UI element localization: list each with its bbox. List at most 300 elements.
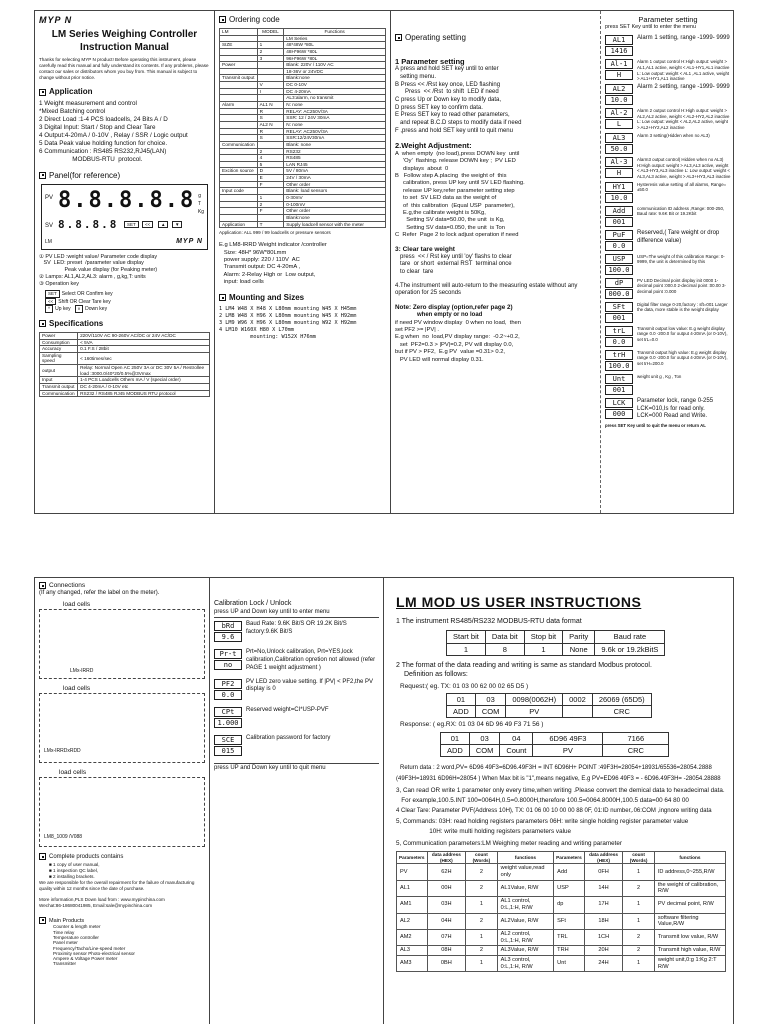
ordering-cell: Transmit output [220, 75, 258, 82]
ordering-cell: 1 [257, 42, 284, 49]
zero-note-sub: when empty or no load [417, 312, 483, 319]
ordering-cell: Excition source [220, 168, 258, 175]
table-cell: TRL [554, 929, 585, 945]
wiring-diagram-2: LMx-IRRDxRDD [39, 693, 205, 763]
ordering-cell: 2 [257, 148, 284, 155]
ordering-cell: 5V / 80mA [284, 168, 386, 175]
calibration-display [214, 735, 242, 757]
parameter-value: 10.0 [605, 193, 633, 203]
ordering-cell [220, 68, 258, 75]
parameter-display [605, 302, 633, 324]
table-cell: 00H [427, 880, 466, 896]
ordering-cell: AL3:alarm, no transmit [284, 95, 386, 102]
contents-list: ■ 1 copy of user manual, ■ 1 inspection QC label, ■ 2 installing brackets. [49, 861, 100, 879]
calibration-display [214, 679, 242, 701]
table-cell: 18H [584, 913, 623, 929]
return-data-1: Return data : 2 word,PV= 6D96 49F3=6D96.49F3H = INT 6D96H+ POINT :49F3H=28054+18931/65536=28054.2888 [400, 765, 712, 772]
down-key[interactable]: ▼ [172, 221, 182, 229]
pv-display: 8.8.8.8.8 [58, 187, 196, 213]
parameter-item [605, 302, 731, 324]
ordering-cell: N: none [284, 102, 386, 109]
parameter-code: Add [605, 206, 633, 216]
parameter-code: Al-1 [605, 59, 633, 69]
modbus-p6: 5, Communication parameters:LM Weighing meter reading and writing parameter [396, 840, 622, 848]
connections-subtitle: (If any changed, refer the label on the meter). [39, 590, 160, 597]
ordering-cell: AL1 N [257, 102, 284, 109]
ordering-cell: Communication [220, 141, 258, 148]
ordering-cell [220, 128, 258, 135]
specs-heading: Specifications [39, 319, 210, 329]
ordering-cell: 0-100mV [284, 201, 386, 208]
table-cell: 0FH [584, 864, 623, 880]
ordering-cell: R [257, 128, 284, 135]
parameter-description: communication ID address ,Range: 000-250, Baud rate: 9.6K Bit or 19.2Kbit [637, 205, 725, 217]
param-setting-title: 1 Parameter setting [395, 57, 465, 66]
parameter-code: LCK [605, 398, 633, 408]
ordering-cell [257, 214, 284, 221]
param-setting-steps: A press and hold SET key until to enter setting menu. B Press << /Rst key once, LED flashing Press << /Rst to shift LED if need C press Up or Down key to modify data, D press SET key to confirm data. E Press SET key to read other parameters, and repeat B.C.D steps to modify data if need F ,press and hold SET key until to quit menu [395, 66, 522, 134]
zero-note-text: if need PV window display 0 when no load, then set PF2 >= |PV| . E.g when no load,PV display range: -0.2~+0.2, set PF2=0.3 > |PV|=0.2, PV will display 0.0, but if PV > PF2, E.g PV value =0.31> 0.2, PV LED will normal display 0.31. [395, 319, 522, 363]
parameter-code: AL3 [605, 133, 633, 143]
parameter-code: SFt [605, 302, 633, 312]
zero-note-title: Note: Zero display (option,refer page 2) [395, 304, 513, 312]
bullet-icon [39, 320, 46, 327]
table-row [220, 55, 386, 62]
table-row [397, 929, 726, 945]
table-row: 01 03 0098(0062H) 0002 26069 (65D5) [447, 693, 652, 705]
wiring-diagram-1: LMx-IRRD [39, 609, 205, 679]
load-cells-label: load cells [63, 684, 91, 692]
manual-page-1 [34, 10, 734, 514]
table-row [220, 42, 386, 49]
table-cell: weight value,read only [497, 864, 554, 880]
table-row [220, 115, 386, 122]
table-cell: ID address,0~255,R/W [654, 864, 725, 880]
clear-tare-title: 3: Clear tare weight [395, 245, 455, 253]
connections-heading: Connections [39, 582, 205, 590]
parameter-code: HY1 [605, 182, 633, 192]
bullet-icon [39, 582, 46, 589]
table-row [220, 88, 386, 95]
table-row [220, 128, 386, 135]
table-cell: AM2 [397, 929, 428, 945]
table-row: Power 220V/110V AC 90-260V AC/DC or 24V AC/DC [40, 332, 210, 339]
parameter-display [605, 278, 633, 300]
calibration-description: Reserved weight=CI*USP-PVF [246, 706, 329, 713]
table-cell: Unt [554, 956, 585, 972]
ordering-cell: 4 [257, 155, 284, 162]
ordering-cell: S [257, 135, 284, 142]
table-row [220, 95, 386, 102]
table-cell: 1 [623, 913, 654, 929]
ordering-cell: Blank:none [284, 214, 386, 221]
table-cell: 1 [623, 956, 654, 972]
ordering-cell [257, 141, 284, 148]
ordering-cell [257, 188, 284, 195]
ordering-cell [257, 75, 284, 82]
parameter-item [605, 326, 731, 348]
table-cell: 1 [466, 956, 497, 972]
parameter-value: 000.0 [605, 289, 633, 299]
table-row [220, 82, 386, 89]
table-row: ADD COM Count PV CRC [441, 744, 669, 756]
parameter-description: PV LED Decimal point display init 0000 1-decimal point :000.0 2-decimal point :00.00 3-decimal point :0.000 [637, 277, 726, 295]
table-cell: 2 [623, 929, 654, 945]
ordering-cell: Blank: load sensors [284, 188, 386, 195]
table-cell: 2 [466, 946, 497, 956]
parameter-display [605, 108, 633, 130]
table-cell: 14H [584, 880, 623, 896]
parameter-value: 1416 [605, 46, 633, 56]
ordering-cell: SIZE [220, 42, 258, 49]
ordering-cell: Application [220, 221, 258, 228]
ordering-cell [220, 48, 258, 55]
application-heading: Application [39, 87, 210, 97]
ordering-cell: R [257, 108, 284, 115]
table-cell: AL2Value, R/W [497, 913, 554, 929]
ordering-cell: S [257, 115, 284, 122]
ordering-cell: DC 0-10V [284, 82, 386, 89]
calibration-item [214, 707, 379, 729]
table-row [220, 135, 386, 142]
parameter-code: dP [605, 278, 633, 288]
table-cell: AM1 [397, 897, 428, 913]
parameter-description: Transmit output low value: E.g weight display range 0.0 -200.0 for output 4-20mA (or 0-10V), set trL=0.0 [637, 325, 728, 343]
table-row [220, 68, 386, 75]
ordering-cell [220, 121, 258, 128]
table-row: Consumption < 5VA [40, 339, 210, 346]
table-cell: weight unit,0:g 1:Kg 2:T R/W [654, 956, 725, 972]
ordering-cell: N: none [284, 121, 386, 128]
param-title: Parameter setting [638, 15, 698, 24]
response-example: Response: ( eg.RX: 01 03 04 6D 96 49 F3 71 56 ) [400, 721, 544, 729]
parameter-display [605, 374, 633, 396]
table-header-cell: Parameters [554, 852, 585, 864]
up-key[interactable]: ▲ [158, 221, 168, 229]
table-row: Sampling speed < 160times/sec [40, 352, 210, 364]
ordering-cell: 96H*96W *80L [284, 55, 386, 62]
parameter-item [605, 398, 731, 421]
ordering-cell [220, 148, 258, 155]
ordering-cell: 24V / 30mA [284, 175, 386, 182]
ordering-cell [220, 155, 258, 162]
table-row [397, 864, 726, 880]
parameter-value: L [605, 119, 633, 129]
parameter-item [605, 84, 731, 106]
table-row: output Relay: Normal Open AC 250V 3A or DC 30V 5A / Restrollee load :3000.0/40*20/0.5%@3Vmax [40, 365, 210, 377]
ordering-cell [220, 161, 258, 168]
panel-heading: Panel(for reference) [39, 171, 210, 181]
table-row [220, 141, 386, 148]
ordering-cell [220, 108, 258, 115]
table-row: Transmit output DC 4-20mA / 0-10V etc [40, 384, 210, 391]
calibration-value: 015 [214, 746, 242, 756]
bullet-icon [39, 853, 46, 860]
parameter-description: Alarm3 output control( Hidden when no AL3) H:High output: weight > AL3,AL3 active, weight < AL3-HY3,AL3 inactive L: Low output: weight < AL3,AL3 active, weight > AL3+HY3,AL3 inactive [637, 156, 731, 180]
table-row: Input 1-4 PCS Loadcells Others mA / V (special order) [40, 377, 210, 384]
wechat-text: Wechat:86-18680041985, Email:sale@mypinchina.com [39, 902, 153, 908]
parameter-display [605, 350, 633, 372]
ordering-cell: 48*48W *80L [284, 42, 386, 49]
calibration-item [214, 621, 379, 643]
brand-logo: MYP N [39, 15, 73, 25]
modbus-title: LM MOD US USER INSTRUCTIONS [396, 594, 642, 610]
bullet-icon [219, 16, 226, 23]
table-header-cell: count (Words) [623, 852, 654, 864]
bullet-icon [39, 172, 46, 179]
load-cells-label: load cells [59, 769, 87, 777]
table-header-cell: functions [497, 852, 554, 864]
weight-adjust-title: 2.Weight Adjustment: [395, 141, 472, 151]
wiring-diagram-3: LM8_1009 /V088 [39, 777, 205, 847]
parameter-item [605, 206, 731, 228]
parameter-value: 100.0 [605, 265, 633, 275]
modbus-column [384, 578, 734, 1024]
ordering-cell [220, 82, 258, 89]
parameter-display [605, 157, 633, 179]
ordering-cell: Input code [220, 188, 258, 195]
parameter-display [605, 326, 633, 348]
ordering-column [215, 11, 391, 513]
front-panel-drawing: PV 8.8.8.8.8 g T Kg SV 8.8.8.8 SET << ▲ ▼ LM MYP N [41, 184, 208, 250]
contents-heading: Complete products contains [39, 853, 205, 862]
parameter-display [605, 84, 633, 106]
request-example: Request:( eg. TX: 01 03 00 62 00 02 65 D5 ) [400, 682, 529, 690]
ordering-cell [220, 195, 258, 202]
ordering-cell: 0-30mV [284, 195, 386, 202]
specs-table [39, 332, 210, 397]
parameter-description: Reserved,( Tare weight or drop difference value) [637, 229, 720, 244]
parameter-value: 001 [605, 217, 633, 227]
table-row [220, 121, 386, 128]
calibration-column [210, 578, 384, 1024]
ordering-cell [220, 135, 258, 142]
table-row: Start bit Data bit Stop bit Parity Baud rate [447, 631, 665, 643]
warranty-text: We are responsible for the overall repairment for the failure of manufacturing quality within 12 months since the date of purchase. [39, 879, 195, 891]
ordering-cell [220, 175, 258, 182]
table-cell: dp [554, 897, 585, 913]
ordering-cell: SSR: 12 / 24V 30mA [284, 115, 386, 122]
ordering-cell: AL2 N [257, 121, 284, 128]
parameter-display [605, 35, 633, 57]
table-cell: AM3 [397, 956, 428, 972]
table-row [220, 175, 386, 182]
parameter-item [605, 35, 731, 57]
parameter-code: trL [605, 326, 633, 336]
parameter-description: Alarm 1 output control H:High output: weight > AL1,AL1 active, weight < AL1-HY1,AL1 inactive L: Low output: weight < AL1 ,AL1 active, weight > AL1+HY1,AL1 inactive [637, 59, 730, 82]
ordering-cell [257, 95, 284, 102]
table-cell: SFt [554, 913, 585, 929]
modbus-p5: 5, Commands: 03H: read holding registers parameters 06H: write single holding register parameter value [396, 818, 689, 826]
ordering-cell [220, 214, 258, 221]
ordering-cell [220, 55, 258, 62]
table-row [397, 956, 726, 972]
table-cell: 2 [623, 946, 654, 956]
table-cell: AL3Value, R/W [497, 946, 554, 956]
ordering-cell: Supply loadcell sensor with the meter [284, 221, 386, 228]
parameter-description: Alarm 3 setting(Hidden when no AL3) [637, 132, 710, 138]
table-cell: 1CH [584, 929, 623, 945]
calib-title: Calibration Lock / Unlock [214, 600, 292, 607]
calibration-display [214, 621, 242, 643]
table-row [220, 108, 386, 115]
ordering-example: E.g LM8-IRRD Weight indicator /controller Size: 48H* 96W*80Lmm power supply: 220 / 110V AC Transmit output: DC 4-20mA , Alarm: 2-Relay High or Low output, input: load cells [219, 242, 327, 286]
modbus-p2: 2 The format of the data reading and writing is same as standard Modbus protocol. [396, 662, 652, 669]
table-cell: 1 [466, 897, 497, 913]
calibration-value: 0.0 [214, 690, 242, 700]
load-cells-label: load cells [63, 600, 91, 608]
main-products-heading: Main Products [39, 917, 205, 925]
calibration-code: Pr-t [214, 649, 242, 659]
ordering-cell [220, 35, 258, 42]
parameter-description: Digital filter range 0-20,factory : sft=001 Larger the data, more stable is the weight display [637, 301, 728, 313]
request-table [446, 693, 652, 719]
table-cell: 2 [466, 880, 497, 896]
table-row [220, 75, 386, 82]
table-cell: 03H [427, 897, 466, 913]
modbus-p1: 1 The instrument RS485/RS232 MODBUS-RTU data format [396, 617, 582, 625]
table-row [220, 214, 386, 221]
table-cell: software filtering Value,R/W [654, 913, 725, 929]
ordering-cell: Blank:none [284, 75, 386, 82]
table-row: 01 03 04 6D96 49F3 7166 [441, 732, 669, 744]
ordering-cell [220, 208, 258, 215]
calibration-code: bRd [214, 621, 242, 631]
bullet-icon [39, 917, 46, 924]
ordering-cell: RELAY: AC250V/3A [284, 108, 386, 115]
table-cell: USP [554, 880, 585, 896]
mounting-heading: Mounting and Sizes [219, 293, 386, 303]
parameter-code: Al-3 [605, 157, 633, 167]
ordering-cell: V [257, 82, 284, 89]
main-products-list: Counter & length meter Time relay Temperature controller Panel meter Frequency/Tacho/Line-speed meter Proximity sensor Photo-electrical sensor Ampere & Voltage Power meter Transmitter [53, 924, 135, 967]
set-key[interactable]: SET [124, 221, 139, 229]
operating-heading: Operating setting [395, 33, 596, 43]
parameter-display [605, 398, 633, 420]
table-header-cell: data address (HEX) [427, 852, 466, 864]
shift-key[interactable]: << [142, 221, 153, 229]
table-cell: 07H [427, 929, 466, 945]
parameter-value: 001 [605, 385, 633, 395]
table-header-row [397, 852, 726, 864]
table-cell: AL1Value, R/W [497, 880, 554, 896]
parameter-description: Alarm 2 setting, range -1999- 9999 [637, 84, 730, 90]
ordering-cell [257, 68, 284, 75]
bullet-icon [219, 294, 226, 301]
response-table [440, 732, 669, 758]
parameter-code: AL1 [605, 35, 633, 45]
ordering-cell [220, 95, 258, 102]
return-data-2: (49F3H=18931 6D96H=28054 ) When Max bit is "1",means negative, E.g PV=ED96 49F3 = - 6D96.49F3H= -28054.28888 [396, 775, 721, 782]
ordering-cell: SSR:12/24V30mA [284, 135, 386, 142]
parameter-item [605, 278, 731, 300]
parameter-code: USP [605, 254, 633, 264]
manual-page-2 [34, 577, 734, 1024]
ordering-cell: Other order [284, 208, 386, 215]
ordering-cell: LM Series [284, 35, 386, 42]
modbus-p5b: 10H: write multi holding registers parameters value [396, 828, 571, 836]
table-cell: 17H [584, 897, 623, 913]
calibration-item [214, 649, 379, 672]
table-row: ADD COM PV CRC [447, 706, 652, 718]
ordering-cell [257, 62, 284, 69]
modbus-parameter-table [396, 851, 726, 972]
table-header-cell: Parameters [397, 852, 428, 864]
parameter-item [605, 108, 731, 131]
ordering-cell: Blank: none [284, 141, 386, 148]
ordering-app-note: Application: ALL 999 / 99 loadcells or pressure sensors [219, 230, 331, 236]
table-row: LM MODEL Functions [220, 29, 386, 36]
parameter-display [605, 59, 633, 81]
calibration-value: no [214, 660, 242, 670]
calibration-display [214, 707, 242, 729]
table-row [220, 195, 386, 202]
parameter-code: PuF [605, 230, 633, 240]
parameter-code: AL2 [605, 84, 633, 94]
table-cell: 08H [427, 946, 466, 956]
ordering-cell: D [257, 168, 284, 175]
calibration-description: Baud Rate: 9.6K Bit/S OR 19.2K Bit/S factory:9.6K Bit/S [246, 621, 347, 636]
panel-notes: ① PV LED :weight value/ Parameter code display SV LED: preset /parameter value display Peak value display (for Peaking meter) ② Lamps: AL1,AL2,AL3: alarm , g,kg,T: units ③ Operation key [39, 253, 158, 288]
parameter-value: 0.0 [605, 337, 633, 347]
ordering-cell: 48H*96W *80L [284, 48, 386, 55]
param-footer: press SET Key until to quit the menu or return AL [605, 423, 706, 429]
calibration-list [214, 621, 379, 756]
ordering-cell: Other order [284, 181, 386, 188]
parameter-value: 100.0 [605, 361, 633, 371]
parameter-display [605, 230, 633, 252]
parameter-code: Unt [605, 374, 633, 384]
parameter-description: USP=The weight of this calibration Range: 0-9999, the unit is determined by this [637, 253, 725, 265]
parameter-value: 001 [605, 313, 633, 323]
parameter-description: Hysteresis value setting of all alarms, Range= ±50.0 [637, 181, 727, 193]
calibration-code: PF2 [214, 679, 242, 689]
table-row [220, 48, 386, 55]
table-cell: AL1 [397, 880, 428, 896]
table-row [397, 913, 726, 929]
ordering-cell: 2 [257, 201, 284, 208]
parameter-code: trH [605, 350, 633, 360]
ordering-cell: LAN RJ45 [284, 161, 386, 168]
ordering-cell [220, 115, 258, 122]
parameter-list [605, 35, 731, 421]
calibration-item [214, 735, 379, 757]
parameter-item [605, 182, 731, 204]
table-row [220, 62, 386, 69]
parameter-value: H [605, 70, 633, 80]
data-format-table [446, 630, 665, 656]
parameter-value: 000 [605, 409, 633, 419]
parameter-description: Alarm 1 setting, range -1999- 9999 [637, 35, 730, 42]
table-cell: 24H [584, 956, 623, 972]
modbus-p3b: For example,100.5.INT 100=0064H,0.5=0.8000H,therefore 100.5=0064.8000H,100.5 data=00 64 80 00 [396, 797, 689, 805]
ordering-cell: Alarm [220, 102, 258, 109]
key-legend: SET Select OR Confirm key << Shift OR Clear Tare key ^ Up key v Down key [45, 290, 210, 313]
parameter-item [605, 374, 731, 396]
calibration-value: 9.6 [214, 632, 242, 642]
table-cell: the weight of calibration, R/W [654, 880, 725, 896]
application-list: 1 Weight measurement and control *Mixed Batching control 2 Direct Load :1-4 PCS loadcells, 24 Bits A / D 3 Digital Input: Start / Stop and Clear Tare 4 Output:4-20mA / 0-10V , Relay / SSR / Logic output 5 Data Peak value holding function for choice. 6 Communication : RS485 RS232,RJ45(LAN) MODBUS-RTU protocol. [39, 100, 188, 164]
parameter-description: Alarm 2 output control H:High output: weight > AL2,AL2 active, weight < AL2-HY2,AL2 inactive L: Low output: weight < AL2,AL2 active, weight > AL2+HY2,AL2 inactive [637, 108, 730, 131]
table-row [220, 148, 386, 155]
parameter-value: 0.0 [605, 241, 633, 251]
param-subtitle: press SET Key until to enter the menu [605, 24, 696, 31]
ordering-cell [220, 88, 258, 95]
table-cell: PV decimal point, R/W [654, 897, 725, 913]
ordering-cell: RS232 [284, 148, 386, 155]
auto-return-note: 4.The instrument will auto-return to the measuring estate without any operation for 25 seconds [395, 282, 578, 297]
table-cell: AL3 [397, 946, 428, 956]
